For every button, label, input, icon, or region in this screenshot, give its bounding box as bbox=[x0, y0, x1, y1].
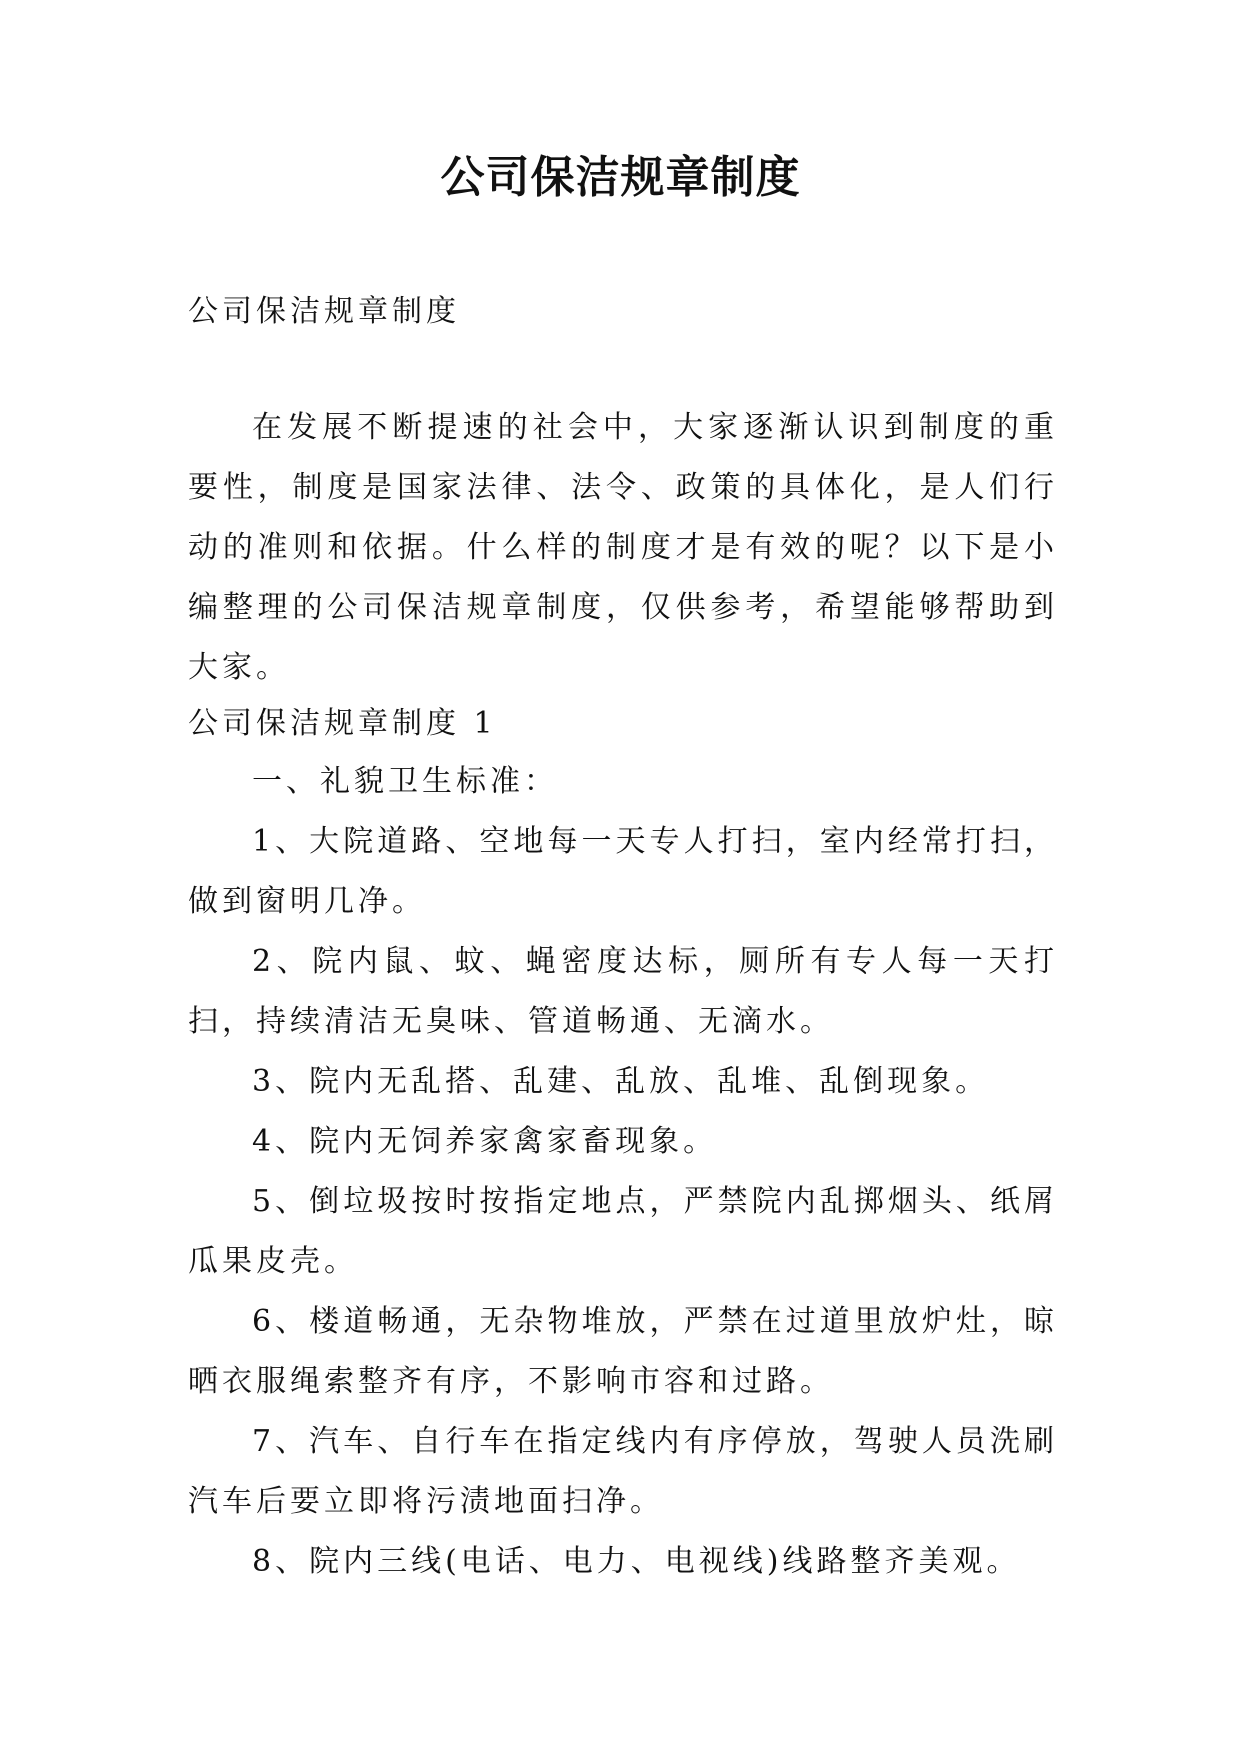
rule-item: 5、倒垃圾按时按指定地点，严禁院内乱掷烟头、纸屑瓜果皮壳。 bbox=[188, 1184, 1058, 1279]
rule-item: 4、院内无饲养家禽家畜现象。 bbox=[252, 1124, 718, 1159]
intro-paragraph: 在发展不断提速的社会中，大家逐渐认识到制度的重要性，制度是国家法律、法令、政策的具体化，是人们行动的准则和依据。什么样的制度才是有效的呢？以下是小编整理的公司保洁规章制度，仅供参考，希望能够帮助到大家。 bbox=[188, 410, 1058, 685]
rule-item: 1、大院道路、空地每一天专人打扫，室内经常打扫，做到窗明几净。 bbox=[188, 824, 1058, 919]
rule-item: 8、院内三线(电话、电力、电视线)线路整齐美观。 bbox=[252, 1544, 1021, 1579]
document-title: 公司保洁规章制度 bbox=[440, 152, 801, 203]
rule-item: 6、楼道畅通，无杂物堆放，严禁在过道里放炉灶，晾晒衣服绳索整齐有序，不影响市容和过路。 bbox=[188, 1304, 1058, 1399]
rule-item: 2、院内鼠、蚊、蝇密度达标，厕所有专人每一天打扫，持续清洁无臭味、管道畅通、无滴水。 bbox=[188, 944, 1058, 1039]
rule-item: 7、汽车、自行车在指定线内有序停放，驾驶人员洗刷汽车后要立即将污渍地面扫净。 bbox=[188, 1424, 1058, 1519]
rule-heading: 一、礼貌卫生标准： bbox=[252, 764, 558, 799]
document-subtitle: 公司保洁规章制度 bbox=[188, 294, 460, 329]
rules-list bbox=[188, 752, 1058, 1592]
rule-item: 3、院内无乱搭、乱建、乱放、乱堆、乱倒现象。 bbox=[252, 1064, 990, 1099]
section-heading: 公司保洁规章制度 1 bbox=[188, 706, 497, 741]
